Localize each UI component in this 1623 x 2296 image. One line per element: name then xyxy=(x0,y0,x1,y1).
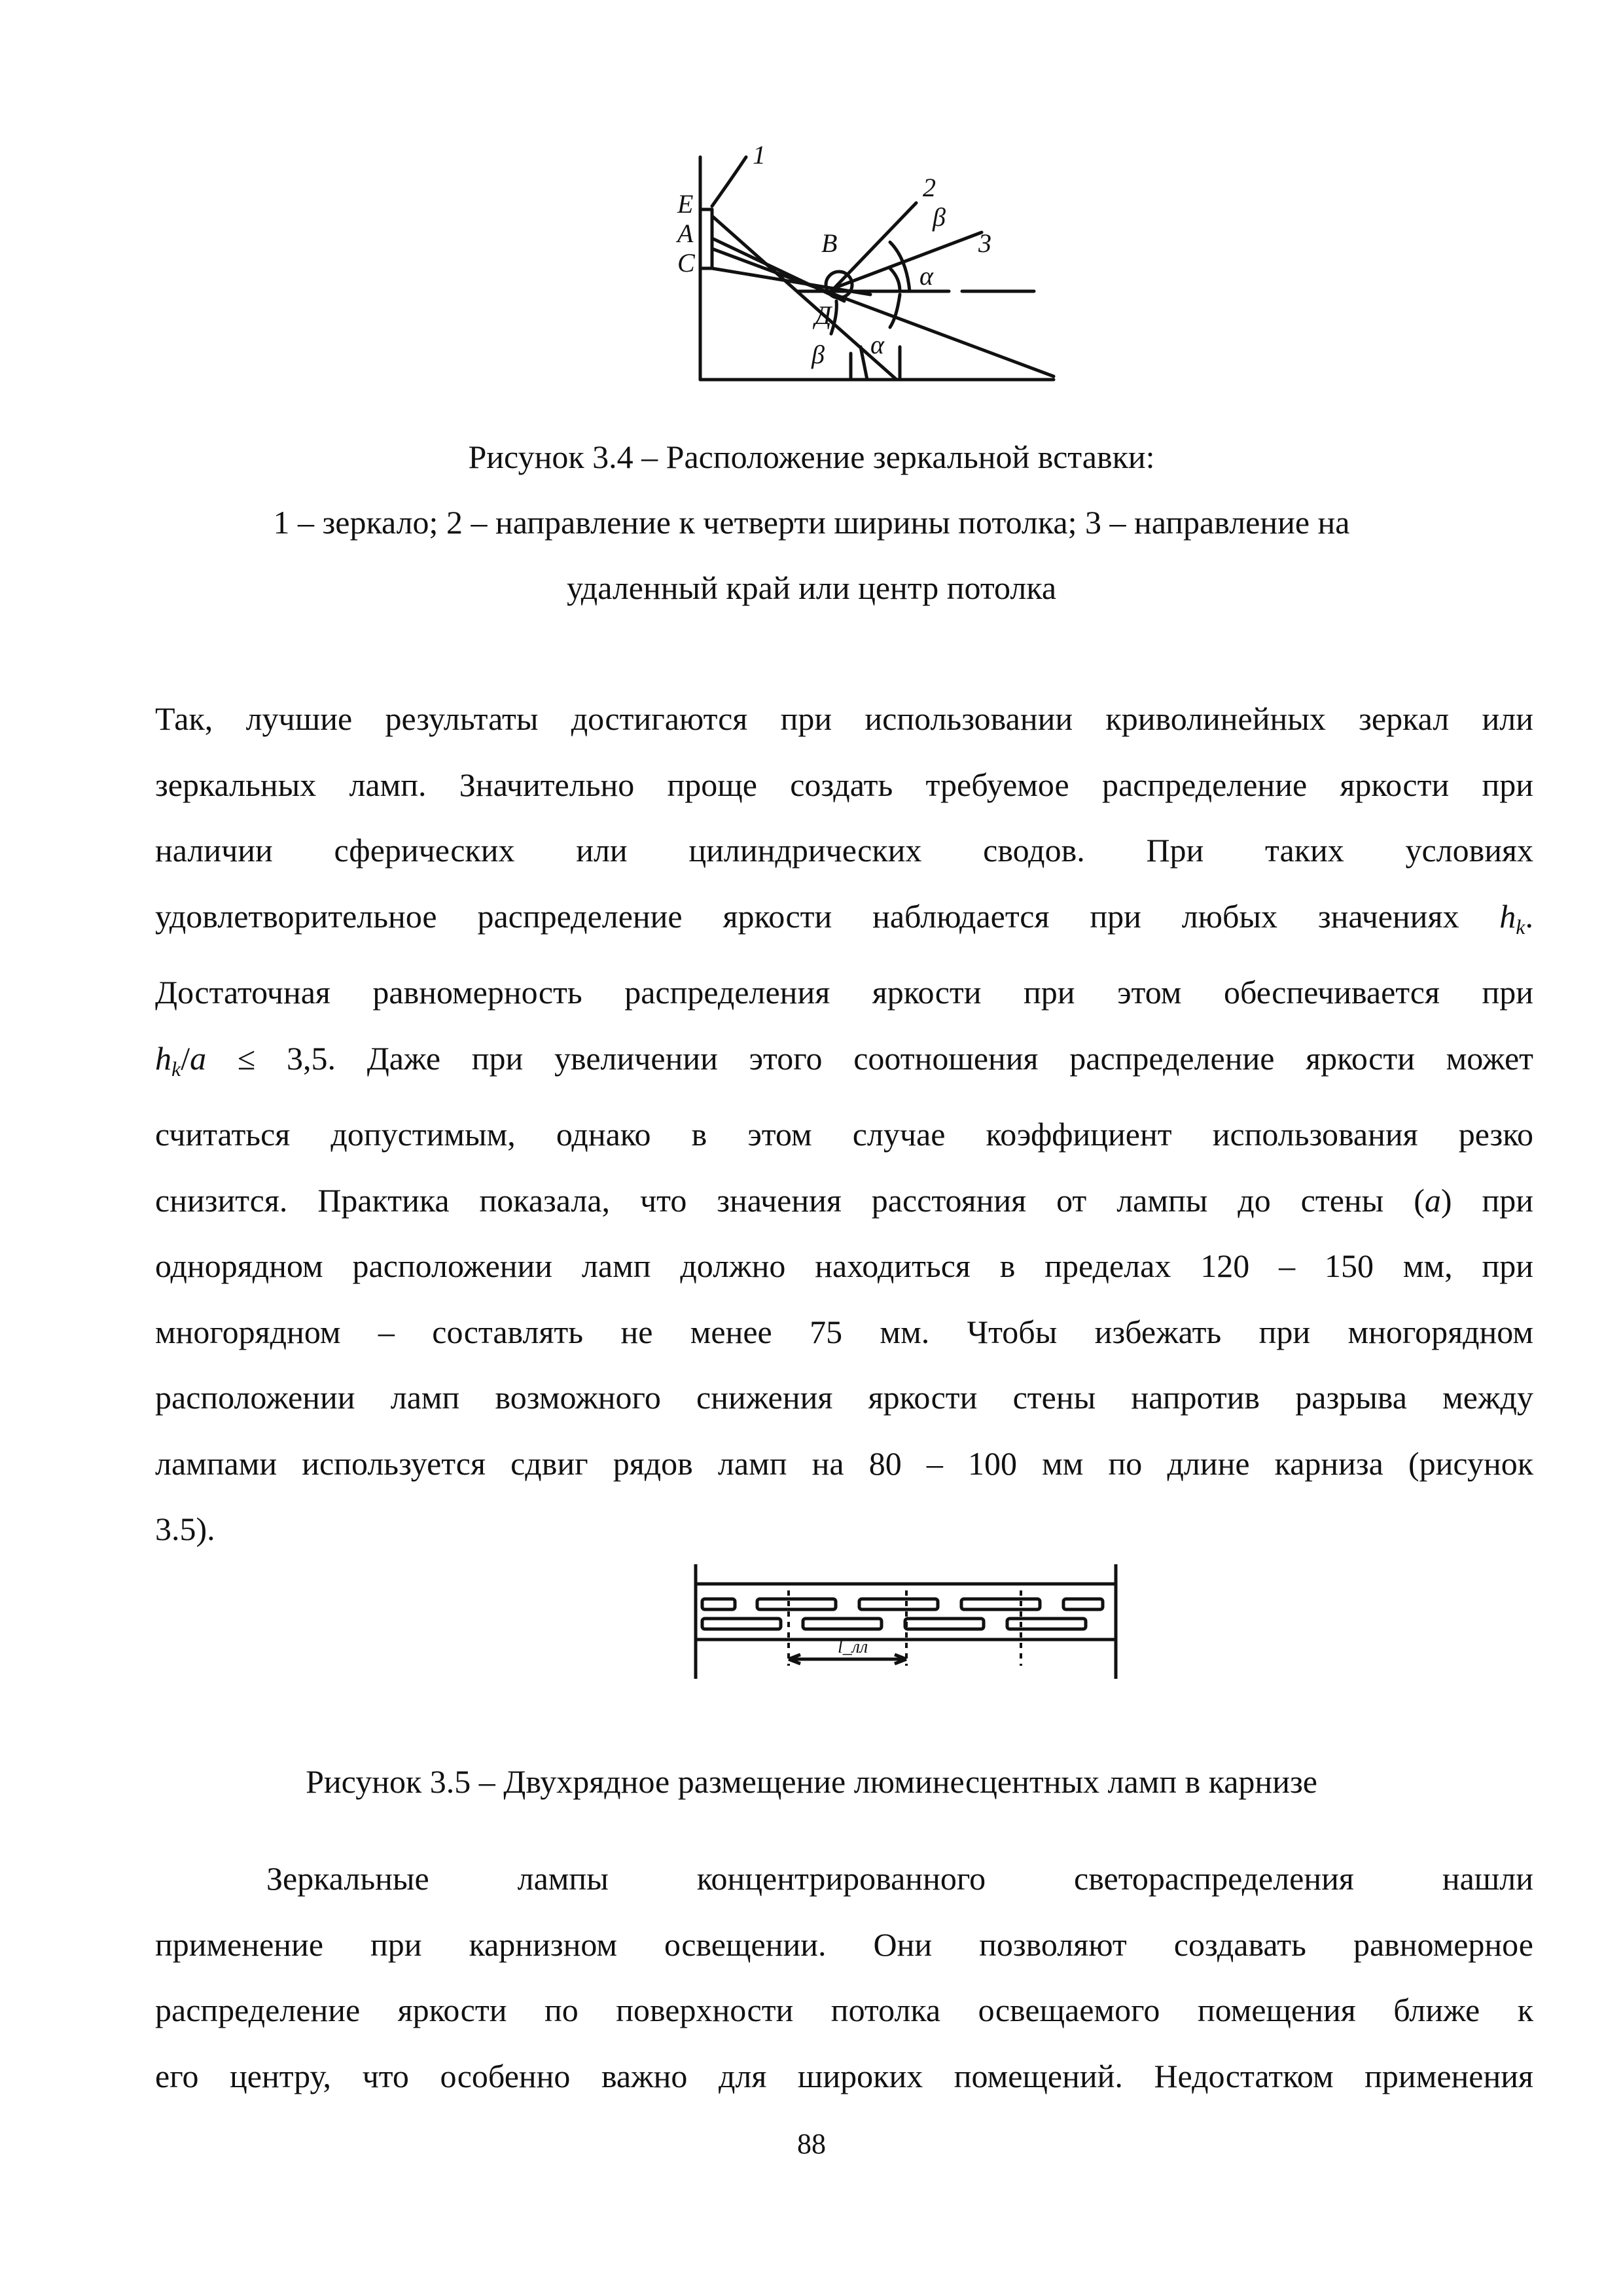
caption-line: Рисунок 3.4 – Расположение зеркальной вставки: xyxy=(468,439,1155,475)
text-run: удовлетворительное распределение яркости наблюдается при любых значениях xyxy=(155,897,1500,935)
lamp-rows-diagram xyxy=(690,1561,1122,1692)
mirror-insert-diagram xyxy=(674,137,1067,393)
figure-3-4-caption xyxy=(131,424,1492,620)
caption-line: 1 – зеркало; 2 – направление к четверти ширины потолка; 3 – направление на xyxy=(273,504,1350,541)
label-3: 3 xyxy=(978,228,991,258)
subscript-k: k xyxy=(1516,914,1525,939)
label-beta-top: β xyxy=(933,202,946,232)
subscript-k: k xyxy=(171,1056,181,1081)
figure-3-4 xyxy=(674,137,1067,393)
variable-h: h xyxy=(1499,897,1516,935)
text-line: его центру, что особенно важно для широких помещений. Недостатком применения xyxy=(155,2057,1533,2094)
paragraph-1 xyxy=(155,686,1533,1562)
figure-3-5 xyxy=(690,1561,1122,1692)
page-number: 88 xyxy=(797,2128,826,2160)
paragraph-2 xyxy=(155,1846,1533,2109)
text-line: 3.5). xyxy=(155,1511,215,1547)
text-run: снизится. Практика показала, что значения расстояния от лампы до стены ( xyxy=(155,1181,1425,1219)
text-run: ) при xyxy=(1440,1181,1533,1219)
dimension-label: l_лл xyxy=(838,1637,868,1657)
text-line: Достаточная равномерность распределения яркости при этом обеспечивается при xyxy=(155,974,1533,1011)
text-line: многорядном – составлять не менее 75 мм. Чтобы избежать при многорядном xyxy=(155,1313,1533,1350)
label-2: 2 xyxy=(923,173,936,202)
label-B: B xyxy=(821,228,838,258)
text-line: расположении ламп возможного снижения яркости стены напротив разрыва между xyxy=(155,1379,1533,1416)
label-1: 1 xyxy=(753,140,766,170)
figure-3-5-caption xyxy=(131,1749,1492,1814)
text-line: однорядном расположении ламп должно находиться в пределах 120 – 150 мм, при xyxy=(155,1247,1533,1284)
text-run: / xyxy=(181,1039,190,1077)
caption-line: Рисунок 3.5 – Двухрядное размещение люминесцентных ламп в карнизе xyxy=(306,1763,1317,1800)
label-E: E xyxy=(677,189,694,219)
text-line: зеркальных ламп. Значительно проще создать требуемое распределение яркости при xyxy=(155,766,1533,803)
variable-a: a xyxy=(190,1039,207,1077)
text-line: Так, лучшие результаты достигаются при использовании криволинейных зеркал или xyxy=(155,700,1533,737)
text-line: применение при карнизном освещении. Они позволяют создавать равномерное xyxy=(155,1926,1533,1963)
text-line xyxy=(155,884,1533,960)
text-line: лампами используется сдвиг рядов ламп на 80 – 100 мм по длине карниза (рисунок xyxy=(155,1444,1533,1482)
text-line xyxy=(155,1168,1533,1234)
variable-h: h xyxy=(155,1039,171,1077)
text-line xyxy=(155,1026,1533,1102)
label-alpha-top: α xyxy=(919,261,933,291)
text-line: считаться допустимым, однако в этом случае коэффициент использования резко xyxy=(155,1116,1533,1153)
text-line: распределение яркости по поверхности потолка освещаемого помещения ближе к xyxy=(155,1992,1533,2028)
label-D: Д xyxy=(815,300,832,330)
text-line: Зеркальные лампы концентрированного светораспределения нашли xyxy=(266,1860,1533,1897)
variable-a: а xyxy=(1424,1181,1441,1219)
caption-line: удаленный край или центр потолка xyxy=(566,569,1057,606)
text-run: . xyxy=(1525,897,1533,935)
label-alpha-bottom: α xyxy=(870,330,884,359)
text-run: ≤ 3,5. Даже при увеличении этого соотношения распределение яркости может xyxy=(206,1039,1533,1077)
label-C: C xyxy=(677,248,695,278)
label-beta-bottom: β xyxy=(812,340,825,369)
label-A: A xyxy=(677,219,694,248)
text-line: наличии сферических или цилиндрических сводов. При таких условиях xyxy=(155,832,1533,869)
